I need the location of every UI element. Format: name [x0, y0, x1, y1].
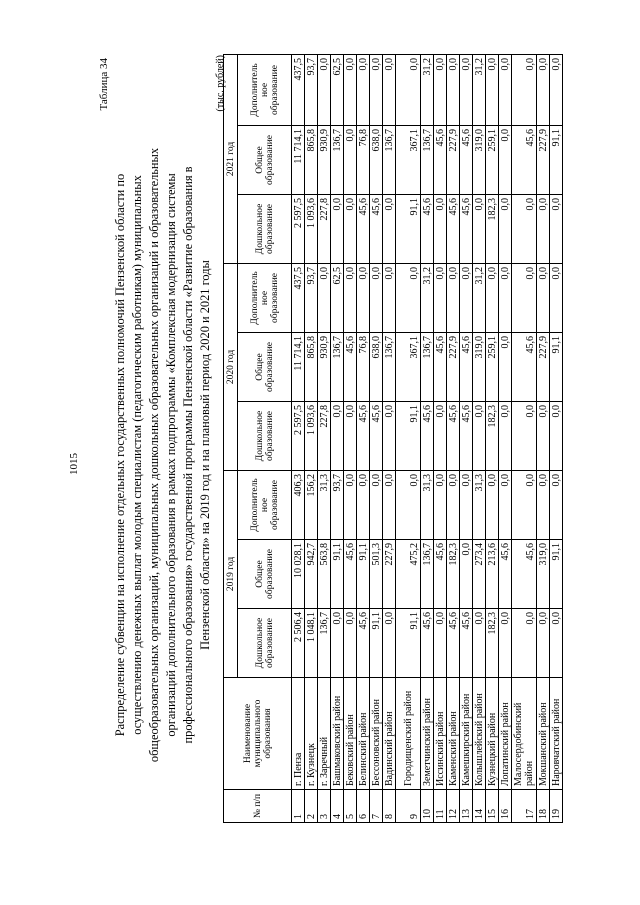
- row-value: 259,1: [486, 332, 499, 401]
- row-value: 0,0: [473, 194, 486, 263]
- row-value: 11 714,1: [292, 332, 305, 401]
- row-value: 0,0: [447, 470, 460, 539]
- row-value: 437,5: [292, 263, 305, 332]
- row-value: 638,0: [370, 125, 383, 194]
- row-value: 91,1: [331, 540, 344, 609]
- header-additional: Дополнитель ное образование: [238, 263, 292, 332]
- row-value: 45,6: [512, 332, 537, 401]
- table-row: [383, 54, 396, 822]
- header-general: Общее образование: [238, 540, 292, 609]
- row-value: 0,0: [370, 470, 383, 539]
- row-value: 182,3: [486, 401, 499, 470]
- table-body: [292, 54, 563, 822]
- row-value: 0,0: [344, 609, 357, 678]
- row-value: 0,0: [460, 470, 473, 539]
- row-value: 0,0: [550, 194, 563, 263]
- table-row: [460, 54, 473, 822]
- row-municipality: Лопатинский район: [499, 678, 512, 790]
- title-line: Пензенской области» на 2019 год и на плановый период 2020 и 2021 годы: [198, 260, 212, 650]
- row-value: 136,7: [331, 332, 344, 401]
- row-value: 136,7: [318, 609, 331, 678]
- row-value: 0,0: [499, 609, 512, 678]
- header-additional: Дополнитель ное образование: [238, 470, 292, 539]
- row-value: 0,0: [383, 54, 396, 125]
- row-value: 0,0: [537, 263, 550, 332]
- row-municipality: Малосердобинский район: [512, 678, 537, 790]
- row-value: 45,6: [460, 194, 473, 263]
- row-value: 62,5: [331, 263, 344, 332]
- table-row: [550, 54, 563, 822]
- row-value: 182,3: [486, 194, 499, 263]
- table-row: [318, 54, 331, 822]
- row-value: 1 048,1: [305, 609, 318, 678]
- document-title: [112, 105, 214, 805]
- row-value: 45,6: [460, 332, 473, 401]
- row-value: 45,6: [357, 194, 370, 263]
- row-value: 367,1: [396, 332, 421, 401]
- row-value: 0,0: [357, 470, 370, 539]
- row-value: 91,1: [550, 125, 563, 194]
- row-number: 14: [473, 790, 486, 823]
- row-value: 136,7: [383, 125, 396, 194]
- table-number: Таблица 34: [98, 58, 110, 111]
- title-line: осуществлению денежных выплат молодым специалистам (педагогическим работникам) муниципальных: [130, 175, 144, 735]
- row-value: 45,6: [370, 194, 383, 263]
- table-row: [305, 54, 318, 822]
- row-municipality: Каменский район: [447, 678, 460, 790]
- row-value: 942,7: [305, 540, 318, 609]
- row-value: 2 597,5: [292, 401, 305, 470]
- row-value: 2 597,5: [292, 194, 305, 263]
- row-value: 45,6: [421, 609, 434, 678]
- row-value: 0,0: [383, 263, 396, 332]
- row-number: 9: [396, 790, 421, 823]
- header-preschool: Дошкольное образование: [238, 194, 292, 263]
- row-value: 31,3: [473, 470, 486, 539]
- row-number: 3: [318, 790, 331, 823]
- row-value: 45,6: [499, 540, 512, 609]
- row-value: 45,6: [460, 125, 473, 194]
- row-value: 11 714,1: [292, 125, 305, 194]
- row-value: 227,8: [318, 401, 331, 470]
- header-general: Общее образование: [238, 125, 292, 194]
- row-value: 0,0: [396, 470, 421, 539]
- row-value: 45,6: [344, 332, 357, 401]
- row-value: 259,1: [486, 125, 499, 194]
- row-value: 0,0: [331, 194, 344, 263]
- row-value: 0,0: [486, 263, 499, 332]
- row-value: 227,8: [318, 194, 331, 263]
- header-additional: Дополнитель ное образование: [238, 54, 292, 125]
- row-value: 31,2: [473, 54, 486, 125]
- row-value: 45,6: [460, 609, 473, 678]
- row-value: 1 093,6: [305, 401, 318, 470]
- row-value: 0,0: [512, 194, 537, 263]
- row-value: 0,0: [383, 401, 396, 470]
- row-number: 2: [305, 790, 318, 823]
- row-value: 0,0: [447, 263, 460, 332]
- row-value: 91,1: [550, 332, 563, 401]
- row-value: 0,0: [512, 609, 537, 678]
- row-value: 0,0: [344, 194, 357, 263]
- row-value: 93,7: [305, 54, 318, 125]
- row-value: 136,7: [421, 125, 434, 194]
- row-value: 31,2: [421, 54, 434, 125]
- row-value: 0,0: [396, 54, 421, 125]
- row-value: 136,7: [331, 125, 344, 194]
- row-value: 0,0: [434, 609, 447, 678]
- row-value: 0,0: [318, 54, 331, 125]
- row-value: 865,8: [305, 125, 318, 194]
- row-value: 0,0: [344, 125, 357, 194]
- row-value: 0,0: [460, 540, 473, 609]
- table-row: [396, 54, 421, 822]
- row-value: 2 506,4: [292, 609, 305, 678]
- row-value: 62,5: [331, 54, 344, 125]
- row-value: 0,0: [473, 401, 486, 470]
- row-municipality: Камешкирский район: [460, 678, 473, 790]
- row-municipality: г. Заречный: [318, 678, 331, 790]
- row-value: 227,9: [537, 125, 550, 194]
- row-value: 45,6: [344, 540, 357, 609]
- row-value: 0,0: [383, 194, 396, 263]
- row-value: 865,8: [305, 332, 318, 401]
- table-row: [434, 54, 447, 822]
- row-value: 0,0: [331, 401, 344, 470]
- row-value: 0,0: [550, 401, 563, 470]
- row-municipality: Городищенский район: [396, 678, 421, 790]
- header-general: Общее образование: [238, 332, 292, 401]
- row-value: 367,1: [396, 125, 421, 194]
- row-value: 213,6: [486, 540, 499, 609]
- row-value: 0,0: [460, 263, 473, 332]
- row-value: 273,4: [473, 540, 486, 609]
- row-value: 0,0: [344, 470, 357, 539]
- row-value: 182,3: [486, 609, 499, 678]
- row-value: 91,1: [370, 609, 383, 678]
- row-value: 0,0: [499, 332, 512, 401]
- row-number: 16: [499, 790, 512, 823]
- row-value: 1 093,6: [305, 194, 318, 263]
- row-value: 0,0: [486, 470, 499, 539]
- row-municipality: Мокшанский район: [537, 678, 550, 790]
- row-value: 91,1: [396, 609, 421, 678]
- row-value: 0,0: [357, 54, 370, 125]
- row-number: 17: [512, 790, 537, 823]
- row-value: 0,0: [550, 609, 563, 678]
- row-value: 0,0: [383, 609, 396, 678]
- row-value: 437,5: [292, 54, 305, 125]
- row-municipality: Вадинский район: [383, 678, 396, 790]
- row-value: 45,6: [460, 401, 473, 470]
- row-value: 0,0: [486, 54, 499, 125]
- row-value: 0,0: [499, 125, 512, 194]
- header-preschool: Дошкольное образование: [238, 609, 292, 678]
- table-row: [537, 54, 550, 822]
- table-row: [331, 54, 344, 822]
- title-line: организаций дополнительного образования в рамках подпрограммы «Комплексная модернизация системы: [164, 173, 178, 737]
- row-value: 0,0: [447, 54, 460, 125]
- row-value: 0,0: [370, 263, 383, 332]
- row-value: 0,0: [499, 401, 512, 470]
- row-value: 0,0: [344, 263, 357, 332]
- row-value: 91,1: [396, 194, 421, 263]
- row-value: 45,6: [512, 540, 537, 609]
- row-value: 0,0: [434, 54, 447, 125]
- table-row: [499, 54, 512, 822]
- row-value: 227,9: [383, 540, 396, 609]
- table-row: [357, 54, 370, 822]
- row-value: 0,0: [512, 470, 537, 539]
- table-row: [344, 54, 357, 822]
- row-municipality: Белинский район: [357, 678, 370, 790]
- row-value: 136,7: [421, 540, 434, 609]
- row-value: 0,0: [434, 470, 447, 539]
- row-value: 0,0: [537, 401, 550, 470]
- row-value: 182,3: [447, 540, 460, 609]
- row-value: 45,6: [447, 609, 460, 678]
- row-value: 45,6: [447, 401, 460, 470]
- row-municipality: Земетчинский район: [421, 678, 434, 790]
- row-value: 0,0: [537, 609, 550, 678]
- row-value: 0,0: [473, 609, 486, 678]
- row-number: 12: [447, 790, 460, 823]
- row-value: 45,6: [434, 332, 447, 401]
- row-value: 45,6: [357, 609, 370, 678]
- row-municipality: Башмаковский район: [331, 678, 344, 790]
- row-value: 91,1: [550, 540, 563, 609]
- row-value: 0,0: [460, 54, 473, 125]
- row-value: 0,0: [550, 263, 563, 332]
- row-value: 475,2: [396, 540, 421, 609]
- header-year-2020: 2020 год: [224, 263, 238, 470]
- row-number: 15: [486, 790, 499, 823]
- row-number: 11: [434, 790, 447, 823]
- row-value: 563,8: [318, 540, 331, 609]
- title-line: профессионального образования» государственной программы Пензенской области «Развитие образования в: [181, 166, 195, 744]
- header-year-2019: 2019 год: [224, 470, 238, 677]
- row-value: 0,0: [512, 54, 537, 125]
- row-value: 930,9: [318, 125, 331, 194]
- row-value: 136,7: [383, 332, 396, 401]
- row-number: 6: [357, 790, 370, 823]
- row-number: 18: [537, 790, 550, 823]
- row-number: 13: [460, 790, 473, 823]
- row-value: 31,3: [421, 470, 434, 539]
- row-value: 76,8: [357, 332, 370, 401]
- row-value: 45,6: [434, 540, 447, 609]
- row-value: 0,0: [344, 54, 357, 125]
- row-value: 93,7: [331, 470, 344, 539]
- row-value: 0,0: [550, 54, 563, 125]
- row-number: 8: [383, 790, 396, 823]
- row-value: 31,3: [318, 470, 331, 539]
- row-value: 501,3: [370, 540, 383, 609]
- row-number: 7: [370, 790, 383, 823]
- row-value: 93,7: [305, 263, 318, 332]
- row-municipality: Наровчатский район: [550, 678, 563, 790]
- row-value: 45,6: [447, 194, 460, 263]
- row-value: 0,0: [550, 470, 563, 539]
- row-value: 0,0: [396, 263, 421, 332]
- row-municipality: Колышлейский район: [473, 678, 486, 790]
- row-value: 0,0: [357, 263, 370, 332]
- row-municipality: Иссинский район: [434, 678, 447, 790]
- row-municipality: г. Кузнецк: [305, 678, 318, 790]
- row-value: 0,0: [537, 54, 550, 125]
- title-line: общеобразовательных организаций, муниципальных дошкольных образовательных организаций и образовательных: [147, 147, 161, 763]
- row-value: 0,0: [370, 54, 383, 125]
- row-value: 227,9: [537, 332, 550, 401]
- row-value: 91,1: [357, 540, 370, 609]
- row-value: 0,0: [537, 194, 550, 263]
- row-number: 1: [292, 790, 305, 823]
- row-number: 4: [331, 790, 344, 823]
- table-row: [486, 54, 499, 822]
- row-value: 45,6: [421, 401, 434, 470]
- row-municipality: г. Пенза: [292, 678, 305, 790]
- header-year-2021: 2021 год: [224, 54, 238, 263]
- row-value: 45,6: [370, 401, 383, 470]
- row-value: 0,0: [344, 401, 357, 470]
- row-value: 0,0: [434, 263, 447, 332]
- row-value: 0,0: [434, 401, 447, 470]
- row-value: 319,0: [537, 540, 550, 609]
- table-row: [292, 54, 305, 822]
- row-value: 0,0: [318, 263, 331, 332]
- row-value: 0,0: [499, 470, 512, 539]
- row-value: 319,0: [473, 125, 486, 194]
- header-num: № п/п: [224, 790, 292, 823]
- row-value: 31,2: [421, 263, 434, 332]
- row-value: 45,6: [512, 125, 537, 194]
- row-value: 0,0: [499, 263, 512, 332]
- row-value: 156,2: [305, 470, 318, 539]
- row-value: 930,9: [318, 332, 331, 401]
- header-preschool: Дошкольное образование: [238, 401, 292, 470]
- title-line: Распределение субвенции на исполнение отдельных государственных полномочий Пензенской области по: [113, 173, 127, 737]
- row-value: 0,0: [383, 470, 396, 539]
- row-value: 10 028,1: [292, 540, 305, 609]
- row-value: 91,1: [396, 401, 421, 470]
- row-value: 227,9: [447, 332, 460, 401]
- row-number: 5: [344, 790, 357, 823]
- row-value: 45,6: [421, 194, 434, 263]
- row-value: 406,3: [292, 470, 305, 539]
- row-value: 0,0: [499, 194, 512, 263]
- row-value: 31,2: [473, 263, 486, 332]
- table-row: [447, 54, 460, 822]
- row-value: 0,0: [512, 263, 537, 332]
- page-number: 1015: [68, 453, 80, 475]
- row-number: 10: [421, 790, 434, 823]
- table-row: [370, 54, 383, 822]
- row-value: 76,8: [357, 125, 370, 194]
- row-municipality: Бессоновский район: [370, 678, 383, 790]
- units-label: (тыс. рублей): [215, 55, 226, 112]
- row-value: 0,0: [499, 54, 512, 125]
- subvention-table: [223, 54, 563, 823]
- row-value: 0,0: [512, 401, 537, 470]
- row-value: 45,6: [357, 401, 370, 470]
- row-value: 0,0: [434, 194, 447, 263]
- row-number: 19: [550, 790, 563, 823]
- row-municipality: Кузнецкий район: [486, 678, 499, 790]
- row-value: 0,0: [331, 609, 344, 678]
- row-value: 227,9: [447, 125, 460, 194]
- row-value: 45,6: [434, 125, 447, 194]
- table-row: [421, 54, 434, 822]
- row-value: 319,0: [473, 332, 486, 401]
- row-value: 0,0: [537, 470, 550, 539]
- table-row: [473, 54, 486, 822]
- row-municipality: Бековский район: [344, 678, 357, 790]
- header-name: Наименование муниципального образования: [224, 678, 292, 790]
- row-value: 638,0: [370, 332, 383, 401]
- row-value: 136,7: [421, 332, 434, 401]
- table-row: [512, 54, 537, 822]
